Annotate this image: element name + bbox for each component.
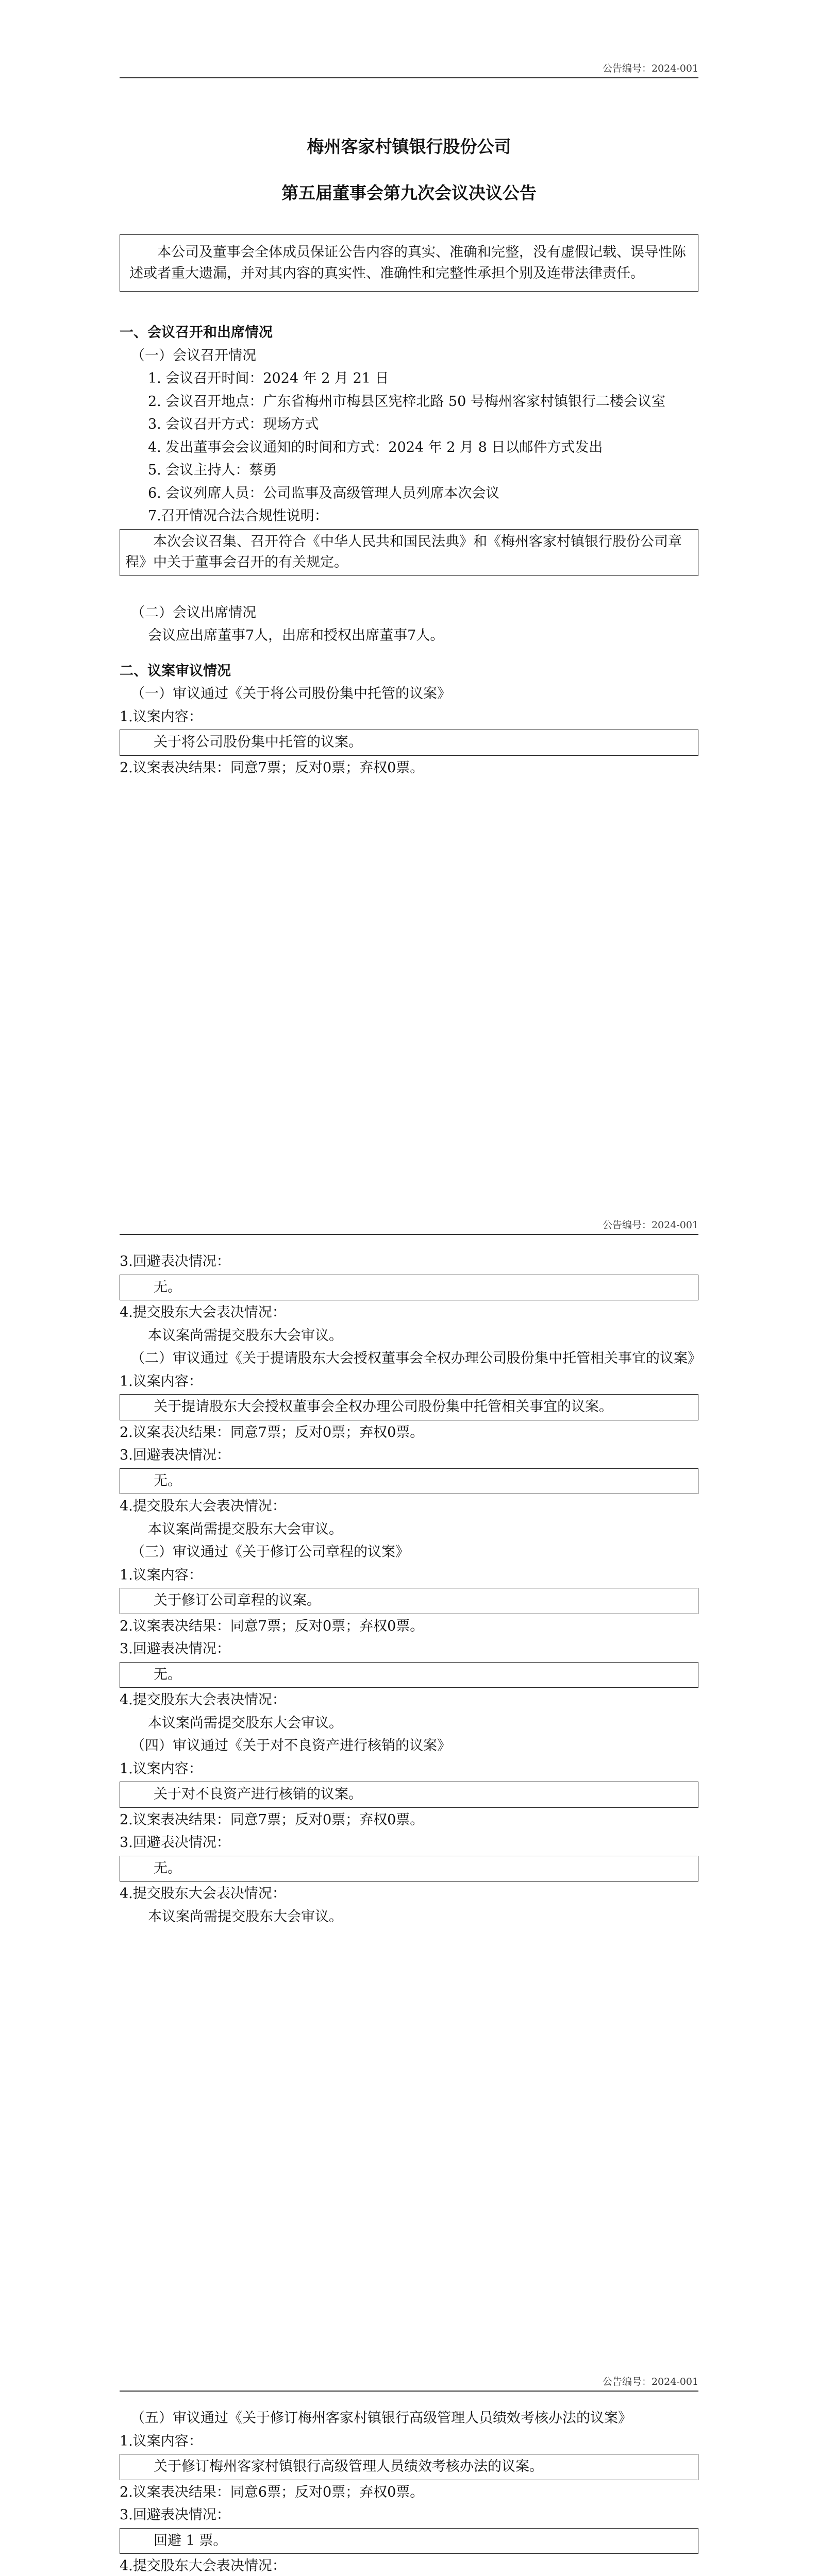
motion-3-result: 2.议案表决结果：同意7票；反对0票；弃权0票。 xyxy=(120,1618,424,1634)
motion-2-recusal-label: 3.回避表决情况： xyxy=(120,1447,230,1463)
motion-3-recusal-box xyxy=(120,1662,698,1688)
section-1-heading: 一、会议召开和出席情况 xyxy=(120,325,273,341)
motion-1-recusal: 无。 xyxy=(154,1279,181,1295)
motion-1-recusal-box xyxy=(120,1275,698,1301)
motion-4-submit: 本议案尚需提交股东大会审议。 xyxy=(148,1908,343,1925)
subsection-1-2: （二）会议出席情况 xyxy=(131,604,256,621)
motion-3-recusal: 无。 xyxy=(154,1666,181,1683)
notice-info: 4. 发出董事会会议通知的时间和方式：2024 年 2 月 8 日以邮件方式发出 xyxy=(148,439,603,455)
motion-3-title: （三）审议通过《关于修订公司章程的议案》 xyxy=(131,1544,409,1560)
motion-5-title: （五）审议通过《关于修订梅州客家村镇银行高级管理人员绩效考核办法的议案》 xyxy=(131,2410,632,2426)
motion-2-content-box xyxy=(120,1394,698,1420)
motion-4-content: 关于对不良资产进行核销的议案。 xyxy=(154,1786,362,1802)
motion-4-content-box xyxy=(120,1782,698,1808)
document-subtitle: 第五届董事会第九次会议决议公告 xyxy=(281,182,537,203)
motion-2-content: 关于提请股东大会授权董事会全权办理公司股份集中托管相关事宜的议案。 xyxy=(154,1399,613,1415)
attendance-text: 会议应出席董事7人，出席和授权出席董事7人。 xyxy=(148,628,444,643)
disclaimer-box xyxy=(120,234,698,292)
announcement-number: 公告编号：2024-001 xyxy=(602,2376,698,2387)
meeting-host: 5. 会议主持人：蔡勇 xyxy=(148,462,277,478)
compliance-box xyxy=(120,529,698,576)
announcement-number: 公告编号：2024-001 xyxy=(602,63,698,74)
page-3-content xyxy=(120,2406,698,2576)
motion-5-result: 2.议案表决结果：同意6票；反对0票；弃权0票。 xyxy=(120,2484,424,2500)
motion-1-submit: 本议案尚需提交股东大会审议。 xyxy=(148,1327,343,1344)
motion-2-result: 2.议案表决结果：同意7票；反对0票；弃权0票。 xyxy=(120,1424,424,1440)
motion-1-recusal-label: 3.回避表决情况： xyxy=(120,1253,230,1269)
motion-4-result: 2.议案表决结果：同意7票；反对0票；弃权0票。 xyxy=(120,1811,424,1828)
motion-2-submit-label: 4.提交股东大会表决情况： xyxy=(120,1498,286,1514)
page-1 xyxy=(0,0,818,1157)
meeting-location: 2. 会议召开地点：广东省梅州市梅县区宪梓北路 50 号梅州客家村镇银行二楼会议室 xyxy=(148,393,665,410)
motion-2-title: （二）审议通过《关于提请股东大会授权董事会全权办理公司股份集中托管相关事宜的议案》 xyxy=(131,1350,702,1366)
section-2-heading: 二、议案审议情况 xyxy=(120,663,231,679)
page-2 xyxy=(0,1157,818,2313)
motion-5-recusal-label: 3.回避表决情况： xyxy=(120,2507,230,2523)
motion-2-recusal-box xyxy=(120,1468,698,1495)
motion-1-content: 关于将公司股份集中托管的议案。 xyxy=(154,734,362,750)
header-rule xyxy=(120,2391,698,2392)
motion-5-content-box xyxy=(120,2454,698,2480)
motion-4-recusal-label: 3.回避表决情况： xyxy=(120,1835,230,1851)
motion-1-submit-label: 4.提交股东大会表决情况： xyxy=(120,1304,286,1320)
motion-2-content-label: 1.议案内容： xyxy=(120,1373,203,1389)
motion-5-content-label: 1.议案内容： xyxy=(120,2433,203,2449)
motion-1-content-label: 1.议案内容： xyxy=(120,708,203,725)
motion-1-content-box xyxy=(120,730,698,756)
attending-observers: 6. 会议列席人员：公司监事及高级管理人员列席本次会议 xyxy=(148,485,500,501)
motion-1-title: （一）审议通过《关于将公司股份集中托管的议案》 xyxy=(131,686,451,702)
motion-2-recusal: 无。 xyxy=(154,1472,181,1489)
motion-3-content: 关于修订公司章程的议案。 xyxy=(154,1592,321,1608)
header-rule xyxy=(120,77,698,78)
motion-1-result: 2.议案表决结果：同意7票；反对0票；弃权0票。 xyxy=(120,759,424,776)
motion-3-submit: 本议案尚需提交股东大会审议。 xyxy=(148,1715,343,1731)
compliance-label: 7.召开情况合法合规性说明： xyxy=(148,508,328,524)
motion-4-title: （四）审议通过《关于对不良资产进行核销的议案》 xyxy=(131,1738,451,1754)
motion-3-recusal-label: 3.回避表决情况： xyxy=(120,1641,230,1657)
meeting-time: 1. 会议召开时间：2024 年 2 月 21 日 xyxy=(148,370,389,386)
disclaimer-text: 本公司及董事会全体成员保证公告内容的真实、准确和完整，没有虚假记载、误导性陈述或者重大遗漏，并对其内容的真实性、准确性和完整性承担个别及连带法律责任。 xyxy=(129,244,686,281)
motion-5-submit-label: 4.提交股东大会表决情况： xyxy=(120,2558,286,2574)
motion-5-content: 关于修订梅州客家村镇银行高级管理人员绩效考核办法的议案。 xyxy=(154,2459,543,2475)
page-3 xyxy=(0,2313,818,2576)
motion-2-submit: 本议案尚需提交股东大会审议。 xyxy=(148,1521,343,1537)
meeting-mode: 3. 会议召开方式：现场方式 xyxy=(148,416,319,432)
motion-5-recusal-box xyxy=(120,2528,698,2554)
page-2-content xyxy=(120,1249,702,1929)
motion-3-content-label: 1.议案内容： xyxy=(120,1567,203,1583)
motion-3-submit-label: 4.提交股东大会表决情况： xyxy=(120,1692,286,1708)
motion-5-recusal: 回避 1 票。 xyxy=(154,2532,227,2549)
motion-4-recusal-box xyxy=(120,1856,698,1882)
page-1-content xyxy=(120,98,698,781)
announcement-number: 公告编号：2024-001 xyxy=(602,1219,698,1231)
document-title: 梅州客家村镇银行股份公司 xyxy=(307,137,511,157)
motion-4-content-label: 1.议案内容： xyxy=(120,1760,203,1777)
header-rule xyxy=(120,1234,698,1235)
motion-4-recusal: 无。 xyxy=(154,1860,181,1876)
compliance-text: 本次会议召集、召开符合《中华人民共和国民法典》和《梅州客家村镇银行股份公司章程》中关于董事会召开的有关规定。 xyxy=(125,533,682,570)
motion-4-submit-label: 4.提交股东大会表决情况： xyxy=(120,1886,286,1902)
motion-3-content-box xyxy=(120,1588,698,1614)
subsection-1-1: （一）会议召开情况 xyxy=(131,347,256,364)
